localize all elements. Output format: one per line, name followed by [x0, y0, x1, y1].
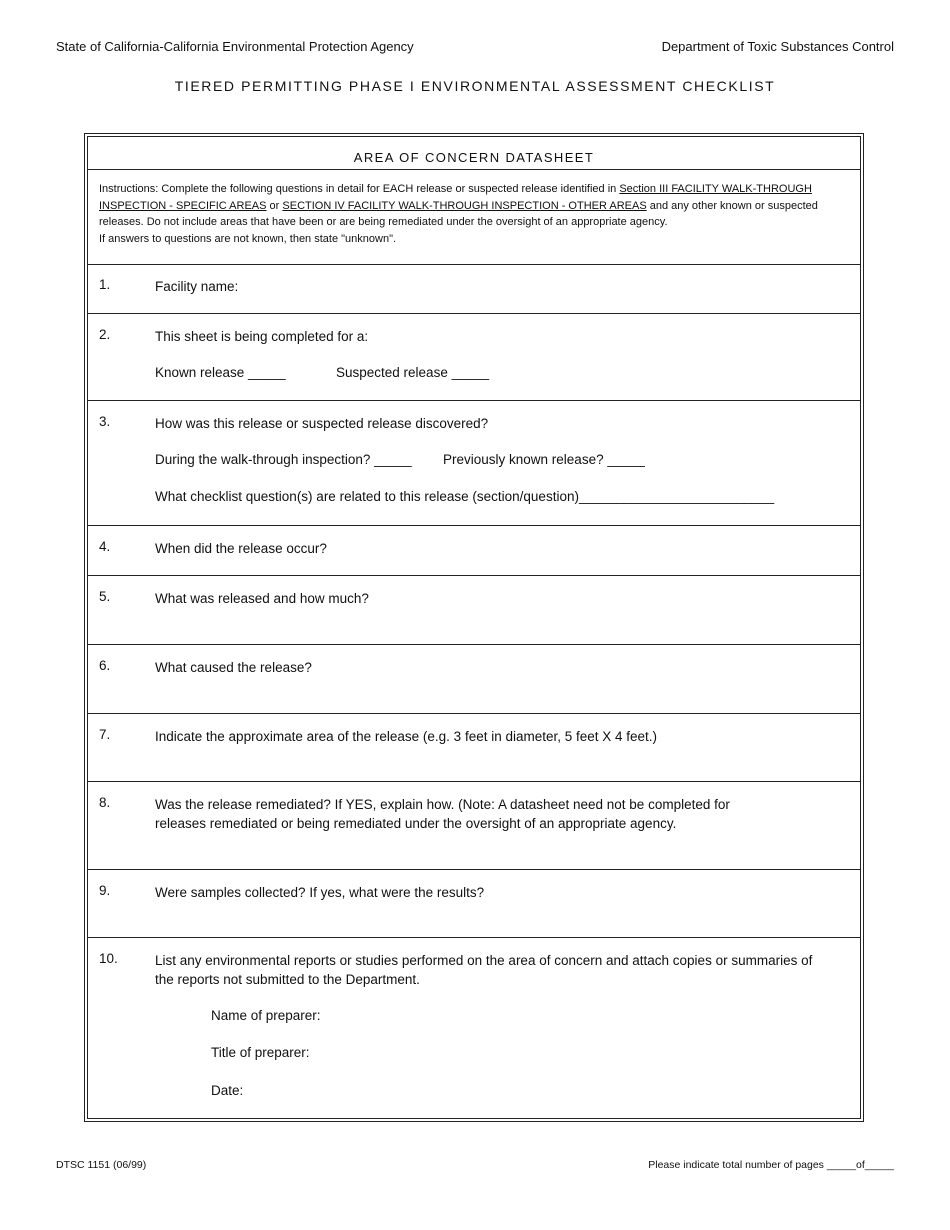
question-row-3[interactable]: [88, 401, 860, 526]
question-number: 1.: [99, 277, 111, 292]
question-number: 7.: [99, 727, 111, 742]
preparer-name-field[interactable]: Name of preparer:: [211, 1008, 321, 1023]
question-number: 8.: [99, 795, 111, 810]
question-row-2[interactable]: [88, 314, 860, 401]
related-checklist-question[interactable]: What checklist question(s) are related to this release (section/question)__________________________: [155, 489, 775, 504]
question-text: Indicate the approximate area of the release (e.g. 3 feet in diameter, 5 feet X 4 feet.): [155, 729, 658, 744]
question-number: 3.: [99, 414, 111, 429]
instructions-part2: or: [266, 199, 283, 212]
instructions-part1: Instructions: Complete the following questions in detail for EACH release or suspected release identified in: [99, 183, 620, 195]
department-name: Department of Toxic Substances Control: [661, 39, 894, 54]
instructions-part3: and any other known or suspected releases. Do not include areas that have been or are being remediated under the oversight of an appropriate agency.: [99, 199, 818, 228]
form-id: DTSC 1151 (06/99): [56, 1159, 147, 1171]
page-count-field[interactable]: Please indicate total number of pages _____of_____: [648, 1159, 894, 1171]
section-iii-reference: Section III FACILITY WALK-THROUGH INSPECTION - SPECIFIC AREAS: [99, 183, 812, 212]
question-text: What was released and how much?: [155, 591, 369, 606]
question-number: 2.: [99, 327, 111, 342]
agency-name: State of California-California Environmental Protection Agency: [56, 39, 414, 54]
question-row-4[interactable]: [88, 526, 860, 576]
instructions-text: [99, 181, 830, 247]
question-text: When did the release occur?: [155, 541, 327, 556]
question-text: What caused the release?: [155, 660, 312, 675]
question-row-6[interactable]: [88, 645, 860, 714]
walkthrough-option[interactable]: During the walk-through inspection? _____: [155, 452, 412, 467]
question-text: Facility name:: [155, 279, 239, 294]
date-field[interactable]: Date:: [211, 1083, 244, 1098]
question-row-7[interactable]: [88, 714, 860, 782]
question-row-9[interactable]: [88, 870, 860, 938]
question-text: How was this release or suspected release discovered?: [155, 416, 489, 431]
document-title: TIERED PERMITTING PHASE I ENVIRONMENTAL ASSESSMENT CHECKLIST: [174, 78, 776, 94]
preparer-title-field[interactable]: Title of preparer:: [211, 1045, 310, 1060]
datasheet-frame: [84, 133, 864, 1122]
question-number: 4.: [99, 539, 111, 554]
section-iv-reference: SECTION IV FACILITY WALK-THROUGH INSPECTION - OTHER AREAS: [282, 199, 647, 212]
instructions-unknown-note: If answers to questions are not known, then state "unknown".: [99, 232, 397, 245]
question-text: Were samples collected? If yes, what were the results?: [155, 885, 485, 900]
known-release-option[interactable]: Known release _____: [155, 365, 286, 380]
question-text: Was the release remediated? If YES, explain how. (Note: A datasheet need not be completed for releases remediated or being remediated under the oversight of an appropriate agency.: [155, 797, 730, 831]
datasheet-inner: [87, 136, 861, 1119]
question-number: 10.: [99, 951, 118, 966]
question-row-8[interactable]: [88, 782, 860, 870]
instructions-row: [88, 137, 860, 265]
question-number: 5.: [99, 589, 111, 604]
question-row-5[interactable]: [88, 576, 860, 645]
sheet-title-row: [88, 137, 860, 170]
question-text: List any environmental reports or studies performed on the area of concern and attach copies or summaries of the reports not submitted to the Department.: [155, 953, 813, 987]
question-row-10[interactable]: [88, 938, 860, 1118]
suspected-release-option[interactable]: Suspected release _____: [336, 365, 490, 380]
question-number: 9.: [99, 883, 111, 898]
question-row-1[interactable]: [88, 264, 860, 314]
question-text: This sheet is being completed for a:: [155, 329, 369, 344]
previously-known-option[interactable]: Previously known release? _____: [443, 452, 645, 467]
sheet-title: AREA OF CONCERN DATASHEET: [353, 150, 595, 165]
question-number: 6.: [99, 658, 111, 673]
